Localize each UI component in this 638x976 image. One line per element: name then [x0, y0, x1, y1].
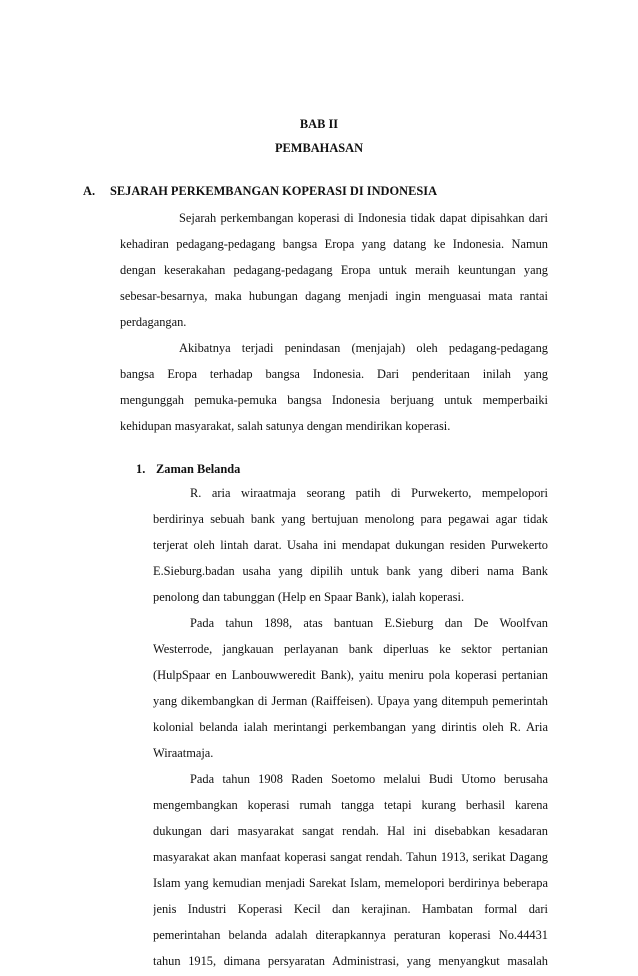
text-line: Islam yang kemudian menjadi Sarekat Islam, memelopori berdirinya beberapa [153, 876, 548, 890]
text-line: bangsa Eropa terhadap bangsa Indonesia. Dari penderitaan inilah yang [120, 367, 548, 381]
text-line: jenis Industri Koperasi Kecil dan kerajinan. Hambatan formal dari [153, 902, 548, 916]
text-line: mengembangkan koperasi rumah tangga tetapi kurang berhasil karena [153, 798, 548, 812]
text-line: terjerat oleh lintah darat. Usaha ini mendapat dukungan residen Purwekerto [153, 538, 548, 552]
chapter-label: BAB II [299, 117, 339, 131]
text-line: E.Sieburg.badan usaha yang dipilih untuk bank yang diberi nama Bank [153, 564, 548, 578]
text-line: kehidupan masyarakat, salah satunya dengan mendirikan koperasi. [120, 419, 451, 433]
text-line: dukungan dari masyarakat sangat rendah. Hal ini disebabkan kesadaran [153, 824, 548, 838]
text-line: R. aria wiraatmaja seorang patih di Purwekerto, mempelopori [190, 486, 548, 500]
text-line: kehadiran pedagang-pedagang bangsa Eropa yang datang ke Indonesia. Namun [120, 237, 548, 251]
subsection-1-heading: Zaman Belanda [156, 462, 241, 476]
text-line: (HulpSpaar en Lanbouwweredit Bank), yaitu meniru pola koperasi pertanian [153, 668, 548, 682]
text-line: Pada tahun 1898, atas bantuan E.Sieburg dan De Woolfvan [190, 616, 548, 630]
text-line: Wiraatmaja. [153, 746, 214, 760]
text-line: perdagangan. [120, 315, 187, 329]
text-line: sebesar-besarnya, maka hubungan dagang menjadi ingin menguasai mata rantai [120, 289, 548, 303]
text-line: Sejarah perkembangan koperasi di Indonesia tidak dapat dipisahkan dari [179, 211, 548, 225]
text-line: yang dikembangkan di Jerman (Raiffeisen). Upaya yang ditempuh pemerintah [153, 694, 548, 708]
text-line: berdirinya sebuah bank yang bertujuan menolong para pegawai agar tidak [153, 512, 548, 526]
section-a-marker: A. [83, 184, 96, 198]
text-line: mengunggah pemuka-pemuka bangsa Indonesia berjuang untuk memperbaiki [120, 393, 548, 407]
text-line: tahun 1915, dimana persyaratan Administrasi, yang menyangkut masalah [153, 954, 548, 968]
text-line: Westerrode, jangkauan perlayanan bank diperluas ke sektor pertanian [153, 642, 548, 656]
text-line: penolong dan tabunggan (Help en Spaar Bank), ialah koperasi. [153, 590, 465, 604]
text-line: masyarakat akan manfaat koperasi sangat rendah. Tahun 1913, serikat Dagang [153, 850, 548, 864]
text-line: Pada tahun 1908 Raden Soetomo melalui Budi Utomo berusaha [190, 772, 548, 786]
chapter-title: PEMBAHASAN [274, 141, 364, 155]
section-a-heading: SEJARAH PERKEMBANGAN KOPERASI DI INDONESIA [110, 184, 438, 198]
text-line: dengan keserakahan pedagang-pedagang Eropa untuk meraih keuntungan yang [120, 263, 548, 277]
text-line: kolonial belanda ialah merintangi perkembangan yang dirintis oleh R. Aria [153, 720, 548, 734]
text-line: pemerintahan belanda adalah diterapkannya peraturan koperasi No.44431 [153, 928, 548, 942]
text-line: Akibatnya terjadi penindasan (menjajah) oleh pedagang-pedagang [179, 341, 548, 355]
subsection-1-marker: 1. [136, 462, 146, 476]
